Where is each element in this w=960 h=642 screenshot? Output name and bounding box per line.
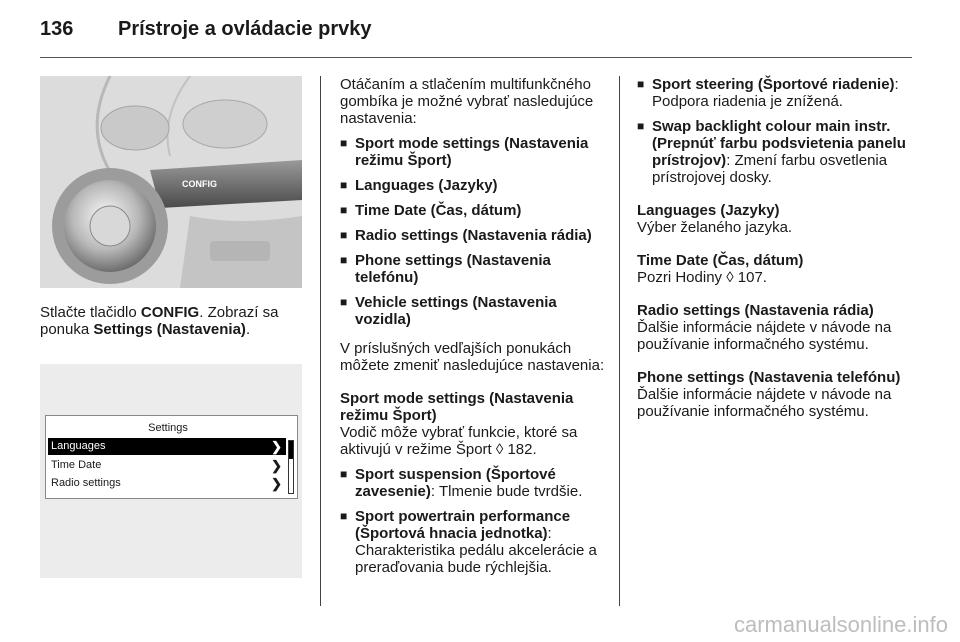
section-text: Výber želaného jazyka. — [637, 219, 793, 236]
settings-display-title: Settings — [148, 422, 188, 434]
section-heading: Time Date (Čas, dátum) — [637, 252, 804, 269]
column-1 — [40, 76, 304, 578]
watermark: carmanualsonline.info — [733, 612, 948, 637]
dashboard-controls-illustration — [40, 76, 302, 288]
section-heading: Phone settings (Nastavenia telefónu) — [637, 369, 901, 386]
chevron-right-icon: ❯ — [271, 439, 282, 454]
header-divider — [40, 57, 912, 58]
section-heading: Radio settings (Nastavenia rádia) — [637, 302, 874, 319]
list-item: ■ Swap backlight colour main instr. (Prepnúť farbu podsvietenia panelu prístrojov): Zmení farbu osvetlenia prístrojovej dosky. — [637, 118, 912, 186]
list-item: ■ Phone settings (Nastavenia telefónu) — [340, 252, 605, 286]
list-item: ■ Radio settings (Nastavenia rádia) — [340, 227, 605, 244]
list-item: ■ Sport powertrain performance (Športová hnacia jednotka): Charakteristika pedálu akcelerácie a preraďovania bude rýchlejšia. — [340, 508, 605, 576]
sport-options-list — [340, 466, 605, 576]
settings-screen-illustration — [40, 364, 302, 578]
chevron-right-icon: ❯ — [271, 458, 282, 473]
settings-row-languages: Languages ❯ — [48, 438, 286, 455]
section-text: Ďalšie informácie nájdete v návode na používanie informačného systému. — [637, 386, 892, 420]
page-header — [40, 14, 910, 50]
column-3 — [637, 76, 912, 436]
section-text: Pozri Hodiny ◊ 107. — [637, 269, 767, 286]
sport-options-list-cont — [637, 76, 912, 186]
page-number: 136 — [40, 18, 74, 40]
phone-settings-section — [637, 369, 912, 420]
list-item: ■ Languages (Jazyky) — [340, 177, 605, 194]
radio-settings-section — [637, 302, 912, 353]
settings-scrollbar — [288, 440, 294, 494]
press-config-paragraph: Stlačte tlačidlo CONFIG. Zobrazí sa ponuka Settings (Nastavenia). — [40, 304, 279, 338]
intro-paragraph: Otáčaním a stlačením multifunkčného gombíka je možné vybrať nasledujúce nastavenia: — [340, 76, 594, 127]
sport-mode-heading: Sport mode settings (Nastavenia režimu Šport) — [340, 390, 574, 424]
scrollbar-thumb — [289, 441, 293, 459]
languages-section — [637, 202, 912, 236]
settings-list — [340, 135, 605, 328]
section-heading: Languages (Jazyky) — [637, 202, 780, 219]
settings-row-radio: Radio settings ❯ — [51, 476, 282, 491]
list-item: ■ Time Date (Čas, dátum) — [340, 202, 605, 219]
sport-mode-text: Vodič môže vybrať funkcie, ktoré sa aktivujú v režime Šport ◊ 182. — [340, 424, 578, 458]
list-item: ■ Sport steering (Športové riadenie): Podpora riadenia je znížená. — [637, 76, 912, 110]
page-title: Prístroje a ovládacie prvky — [118, 18, 372, 40]
config-button-photo — [40, 76, 302, 288]
list-item: ■ Sport suspension (Športové zavesenie): Tlmenie bude tvrdšie. — [340, 466, 605, 500]
settings-row-time-date: Time Date ❯ — [51, 458, 282, 473]
column-2 — [340, 76, 605, 588]
submenu-paragraph: V príslušných vedľajších ponukách môžete zmeniť nasledujúce nastavenia: — [340, 340, 605, 374]
list-item: ■ Sport mode settings (Nastavenia režimu Šport) — [340, 135, 605, 169]
config-button-label: CONFIG — [182, 179, 217, 189]
time-date-section — [637, 252, 912, 286]
chevron-right-icon: ❯ — [271, 476, 282, 491]
column-divider-1 — [320, 76, 321, 606]
column-divider-2 — [619, 76, 620, 606]
section-text: Ďalšie informácie nájdete v návode na používanie informačného systému. — [637, 319, 892, 353]
settings-display — [45, 415, 298, 499]
list-item: ■ Vehicle settings (Nastavenia vozidla) — [340, 294, 605, 328]
